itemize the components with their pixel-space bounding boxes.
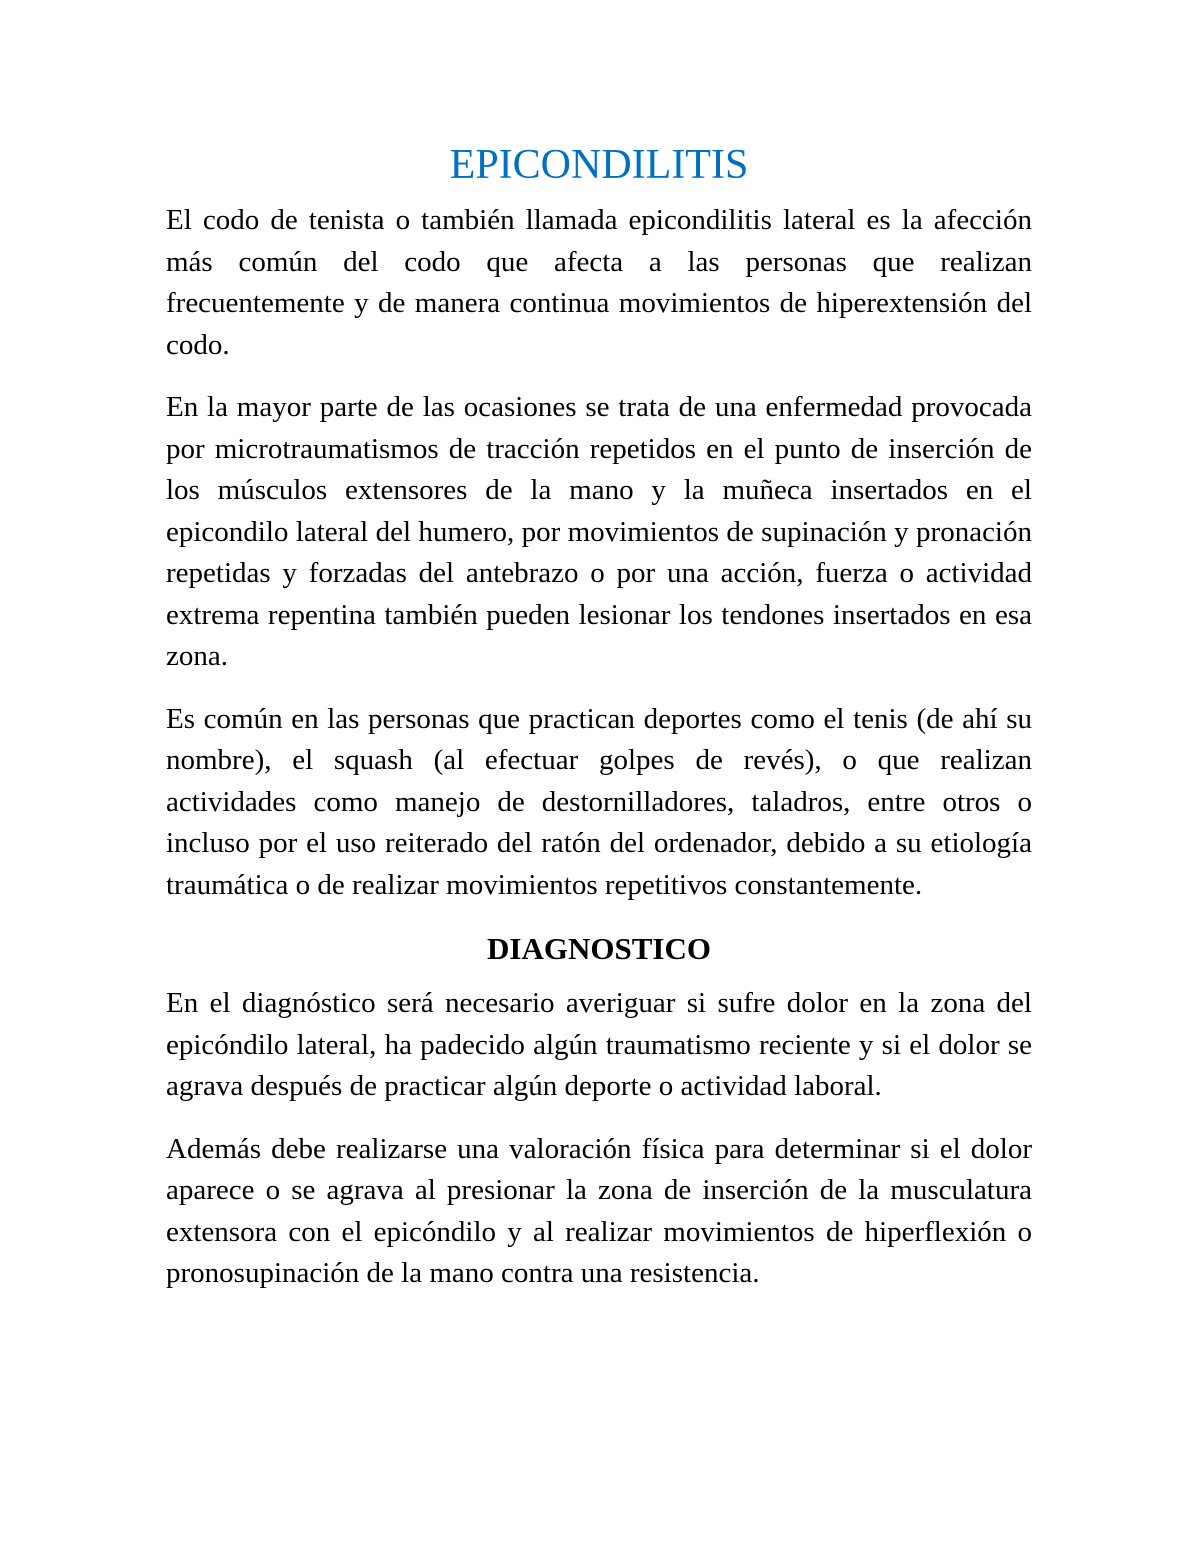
paragraph-diagnosis-exam: Además debe realizarse una valoración física para determinar si el dolor aparece o se agrava al presionar la zona de inserción de la musculatura extensora con el epicóndilo y al realizar movimientos de hiperflexión o pronosupinación de la mano contra una resistencia.	[166, 1132, 1032, 1289]
document-body	[166, 138, 1032, 1316]
document-title: EPICONDILITIS	[449, 142, 749, 188]
section-heading-diagnosis: DIAGNOSTICO	[487, 931, 711, 966]
paragraph-risk-activities: Es común en las personas que practican deportes como el tenis (de ahí su nombre), el squash (al efectuar golpes de revés), o que realizan actividades como manejo de destornilladores, taladros, entre otros o incluso por el uso reiterado del ratón del ordenador, debido a su etiología traumática o de realizar movimientos repetitivos constantemente.	[166, 702, 1032, 901]
paragraph-cause: En la mayor parte de las ocasiones se trata de una enfermedad provocada por microtraumatismos de tracción repetidos en el punto de inserción de los músculos extensores de la mano y la muñeca insertados en el epicondilo lateral del humero, por movimientos de supinación y pronación repetidas y forzadas del antebrazo o por una acción, fuerza o actividad extrema repentina también pueden lesionar los tendones insertados en esa zona.	[166, 391, 1032, 672]
paragraph-diagnosis-history: En el diagnóstico será necesario averiguar si sufre dolor en la zona del epicóndilo lateral, ha padecido algún traumatismo reciente y si el dolor se agrava después de practicar algún deporte o actividad laboral.	[166, 987, 1032, 1102]
paragraph-definition: El codo de tenista o también llamada epicondilitis lateral es la afección más común del codo que afecta a las personas que realizan frecuentemente y de manera continua movimientos de hiperextensión del codo.	[166, 204, 1032, 361]
